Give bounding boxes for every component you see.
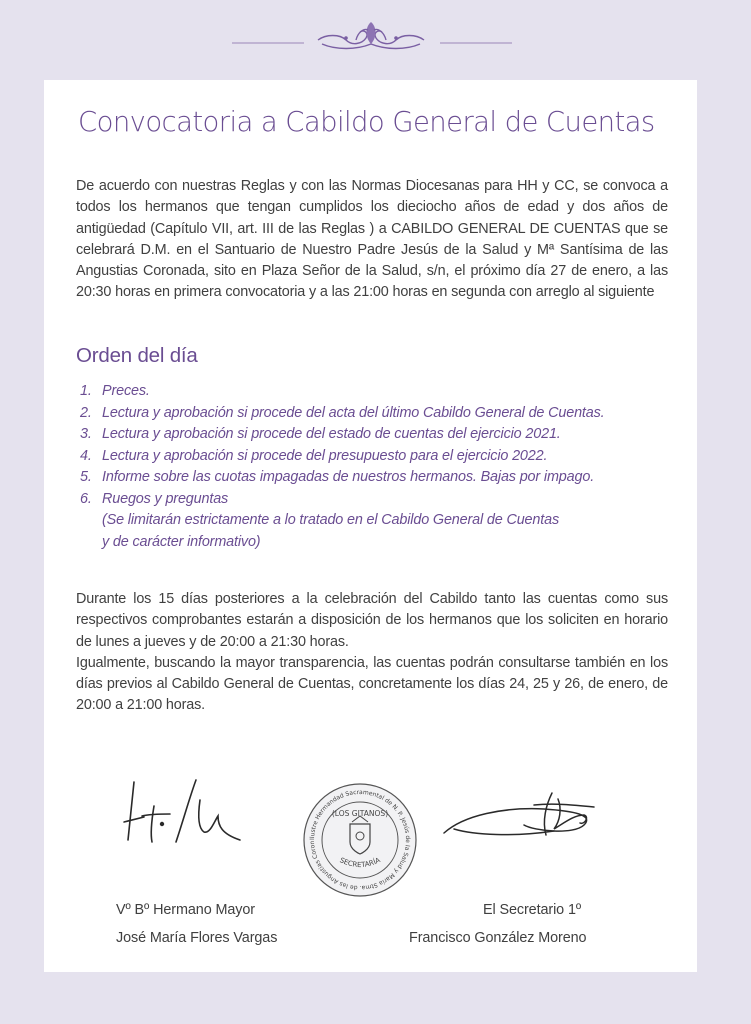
right-signatory-role: El Secretario 1º	[483, 902, 582, 918]
closing-paragraph: Igualmente, buscando la mayor transparencia, las cuentas podrán consultarse también en los días previos al Cabildo General de Cuentas, concretamente los días 24, 25 y 26, de enero, de 20:00 a 21:00 horas.	[76, 654, 668, 714]
hermano-mayor-signature	[114, 770, 264, 850]
agenda-item: 5. Informe sobre las cuotas impagadas de nuestros hermanos. Bajas por impago.	[80, 469, 595, 485]
secretaria-seal	[300, 780, 420, 905]
seal-ring-text: Ilustre Hermandad Sacramental de N. P. Jesús de la Salud y María Stma. de las Angustias Coron	[308, 788, 412, 892]
agenda-item: 3. Lectura y aprobación si procede del estado de cuentas del ejercicio 2021.	[80, 426, 561, 442]
seal-bottom-text: SECRETARÍA	[338, 856, 382, 870]
document-title: Convocatoria a Cabildo General de Cuentas	[78, 106, 655, 138]
agenda-item: 1. Preces.	[80, 383, 150, 399]
agenda-heading: Orden del día	[76, 344, 198, 367]
seal-center-text: (LOS GITANOS)	[331, 809, 389, 818]
right-signatory-name: Francisco González Moreno	[409, 930, 587, 946]
agenda-item: 6. Ruegos y preguntas	[80, 490, 229, 507]
closing-paragraph: Durante los 15 días posteriores a la celebración del Cabildo tanto las cuentas como sus respectivos comprobantes estarán a disposición de los hermanos que los soliciten en horario de lunes a jueves y de 20:00 a 21:30 horas.	[76, 591, 668, 650]
agenda-note: (Se limitarán estrictamente a lo tratado en el Cabildo General de Cuentas	[102, 512, 559, 528]
intro-paragraph: De acuerdo con nuestras Reglas y con las Normas Diocesanas para HH y CC, se convoca a todos los hermanos que tengan cumplidos los dieciocho años de edad y dos años de antigüedad (Capítulo VII, art. III de las Reglas ) a CABILDO GENERAL DE CUENTAS que se celebrará D.M. en el Santuario de Nuestro Padre Jesús de la Salud y Mª Santísima de las Angustias Coronada, sito en Plaza Señor de la Salud, s/n, el próximo día 27 de enero, a las 20:30 horas en primera convocatoria y a las 21:00 horas en segunda con arreglo al siguiente	[76, 178, 668, 301]
left-signatory-role: Vº Bº Hermano Mayor	[116, 902, 255, 918]
secretario-signature	[434, 785, 624, 855]
agenda-item: 2. Lectura y aprobación si procede del acta del último Cabildo General de Cuentas.	[80, 404, 605, 421]
agenda-list	[80, 381, 690, 553]
closing-text	[76, 589, 668, 717]
agenda-item: 4. Lectura y aprobación si procede del presupuesto para el ejercicio 2022.	[80, 447, 548, 464]
left-signatory-name: José María Flores Vargas	[116, 930, 278, 946]
agenda-note: y de carácter informativo)	[102, 533, 261, 550]
flourish-ornament-icon	[0, 0, 751, 80]
document-sheet	[44, 80, 697, 972]
